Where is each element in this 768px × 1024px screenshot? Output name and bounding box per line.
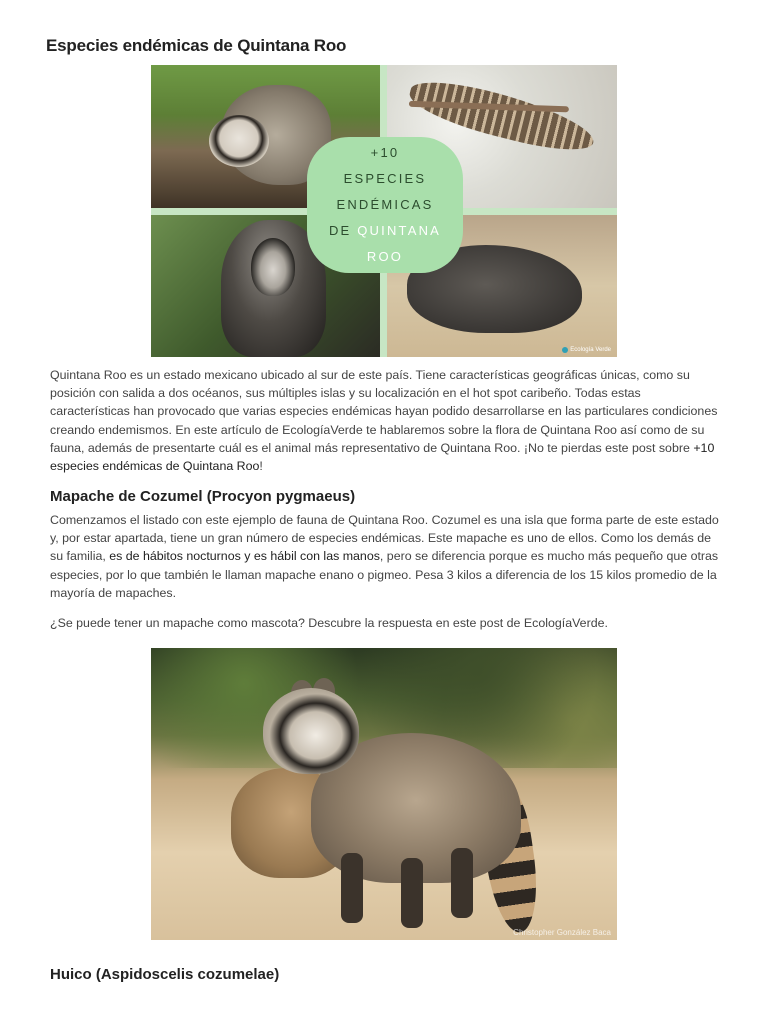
raccoon-leg bbox=[401, 858, 423, 928]
raccoon-head bbox=[263, 688, 359, 774]
raccoon-photo bbox=[151, 648, 617, 940]
badge-line-prefix: DE bbox=[328, 223, 352, 238]
badge-line: +10 bbox=[370, 145, 400, 160]
section-heading-mapache: Mapache de Cozumel (Procyon pygmaeus) bbox=[50, 488, 356, 505]
collage-image bbox=[151, 65, 617, 357]
badge-line: ROO bbox=[366, 249, 404, 264]
leaf-icon bbox=[562, 347, 568, 353]
intro-link[interactable]: +10 especies endémicas de Quintana Roo bbox=[50, 440, 715, 474]
intro-end: ! bbox=[259, 459, 263, 474]
raccoon-leg bbox=[451, 848, 473, 918]
section-heading-huico: Huico (Aspidoscelis cozumelae) bbox=[50, 966, 280, 983]
raccoon-face bbox=[209, 115, 269, 167]
logo-text: Ecología Verde bbox=[570, 347, 611, 353]
page-title: Especies endémicas de Quintana Roo bbox=[46, 36, 347, 55]
badge-line-highlight: QUINTANA bbox=[357, 223, 442, 238]
raccoon-leg bbox=[341, 853, 363, 923]
intro-text: Quintana Roo es un estado mexicano ubicado al sur de este país. Tiene características geográficas únicas, como su posición con salida a dos océanos, sus múltiples islas y su localización en el hot spot caribeño. Todas estas características han provocado que varias especies endémicas hayan podido desarrollarse en las particulares condiciones creando endemismos. En este artículo de EcologíaVerde te hablaremos sobre la flora de Quintana Roo así como de su fauna, además de presentarte cuál es el animal más representativo de Quintana Roo. ¡No te pierdas este post sobre bbox=[50, 368, 718, 455]
mapache-strong: es de hábitos nocturnos y es hábil con las manos bbox=[109, 549, 380, 564]
collage-badge bbox=[307, 137, 463, 273]
badge-line bbox=[329, 218, 441, 244]
mascota-paragraph: ¿Se puede tener un mapache como mascota? Descubre la respuesta en este post de EcologíaVerde. bbox=[50, 616, 608, 630]
mapache-text-b: , pero se diferencia porque es mucho más pequeño que otras especies, por lo que también le llaman mapache enano o pigmeo. Pesa 3 kilos a diferencia de los 15 kilos promedio de la mayoría de mapaches. bbox=[50, 549, 719, 600]
ecologia-verde-logo bbox=[562, 347, 611, 353]
mapache-text-a: Comenzamos el listado con este ejemplo de fauna de Quintana Roo. Cozumel es una isla que forma parte de este estado y, por estar apartada, tiene un gran número de especies endémicas. Este mapache es uno de ellos. Como los demás de su familia, bbox=[50, 513, 719, 564]
badge-line: ESPECIES bbox=[343, 171, 427, 186]
photo-credit: Christopher González Baca bbox=[513, 928, 611, 937]
badge-line: ENDÉMICAS bbox=[336, 197, 434, 212]
intro-paragraph bbox=[50, 366, 722, 475]
mapache-paragraph bbox=[50, 511, 722, 602]
